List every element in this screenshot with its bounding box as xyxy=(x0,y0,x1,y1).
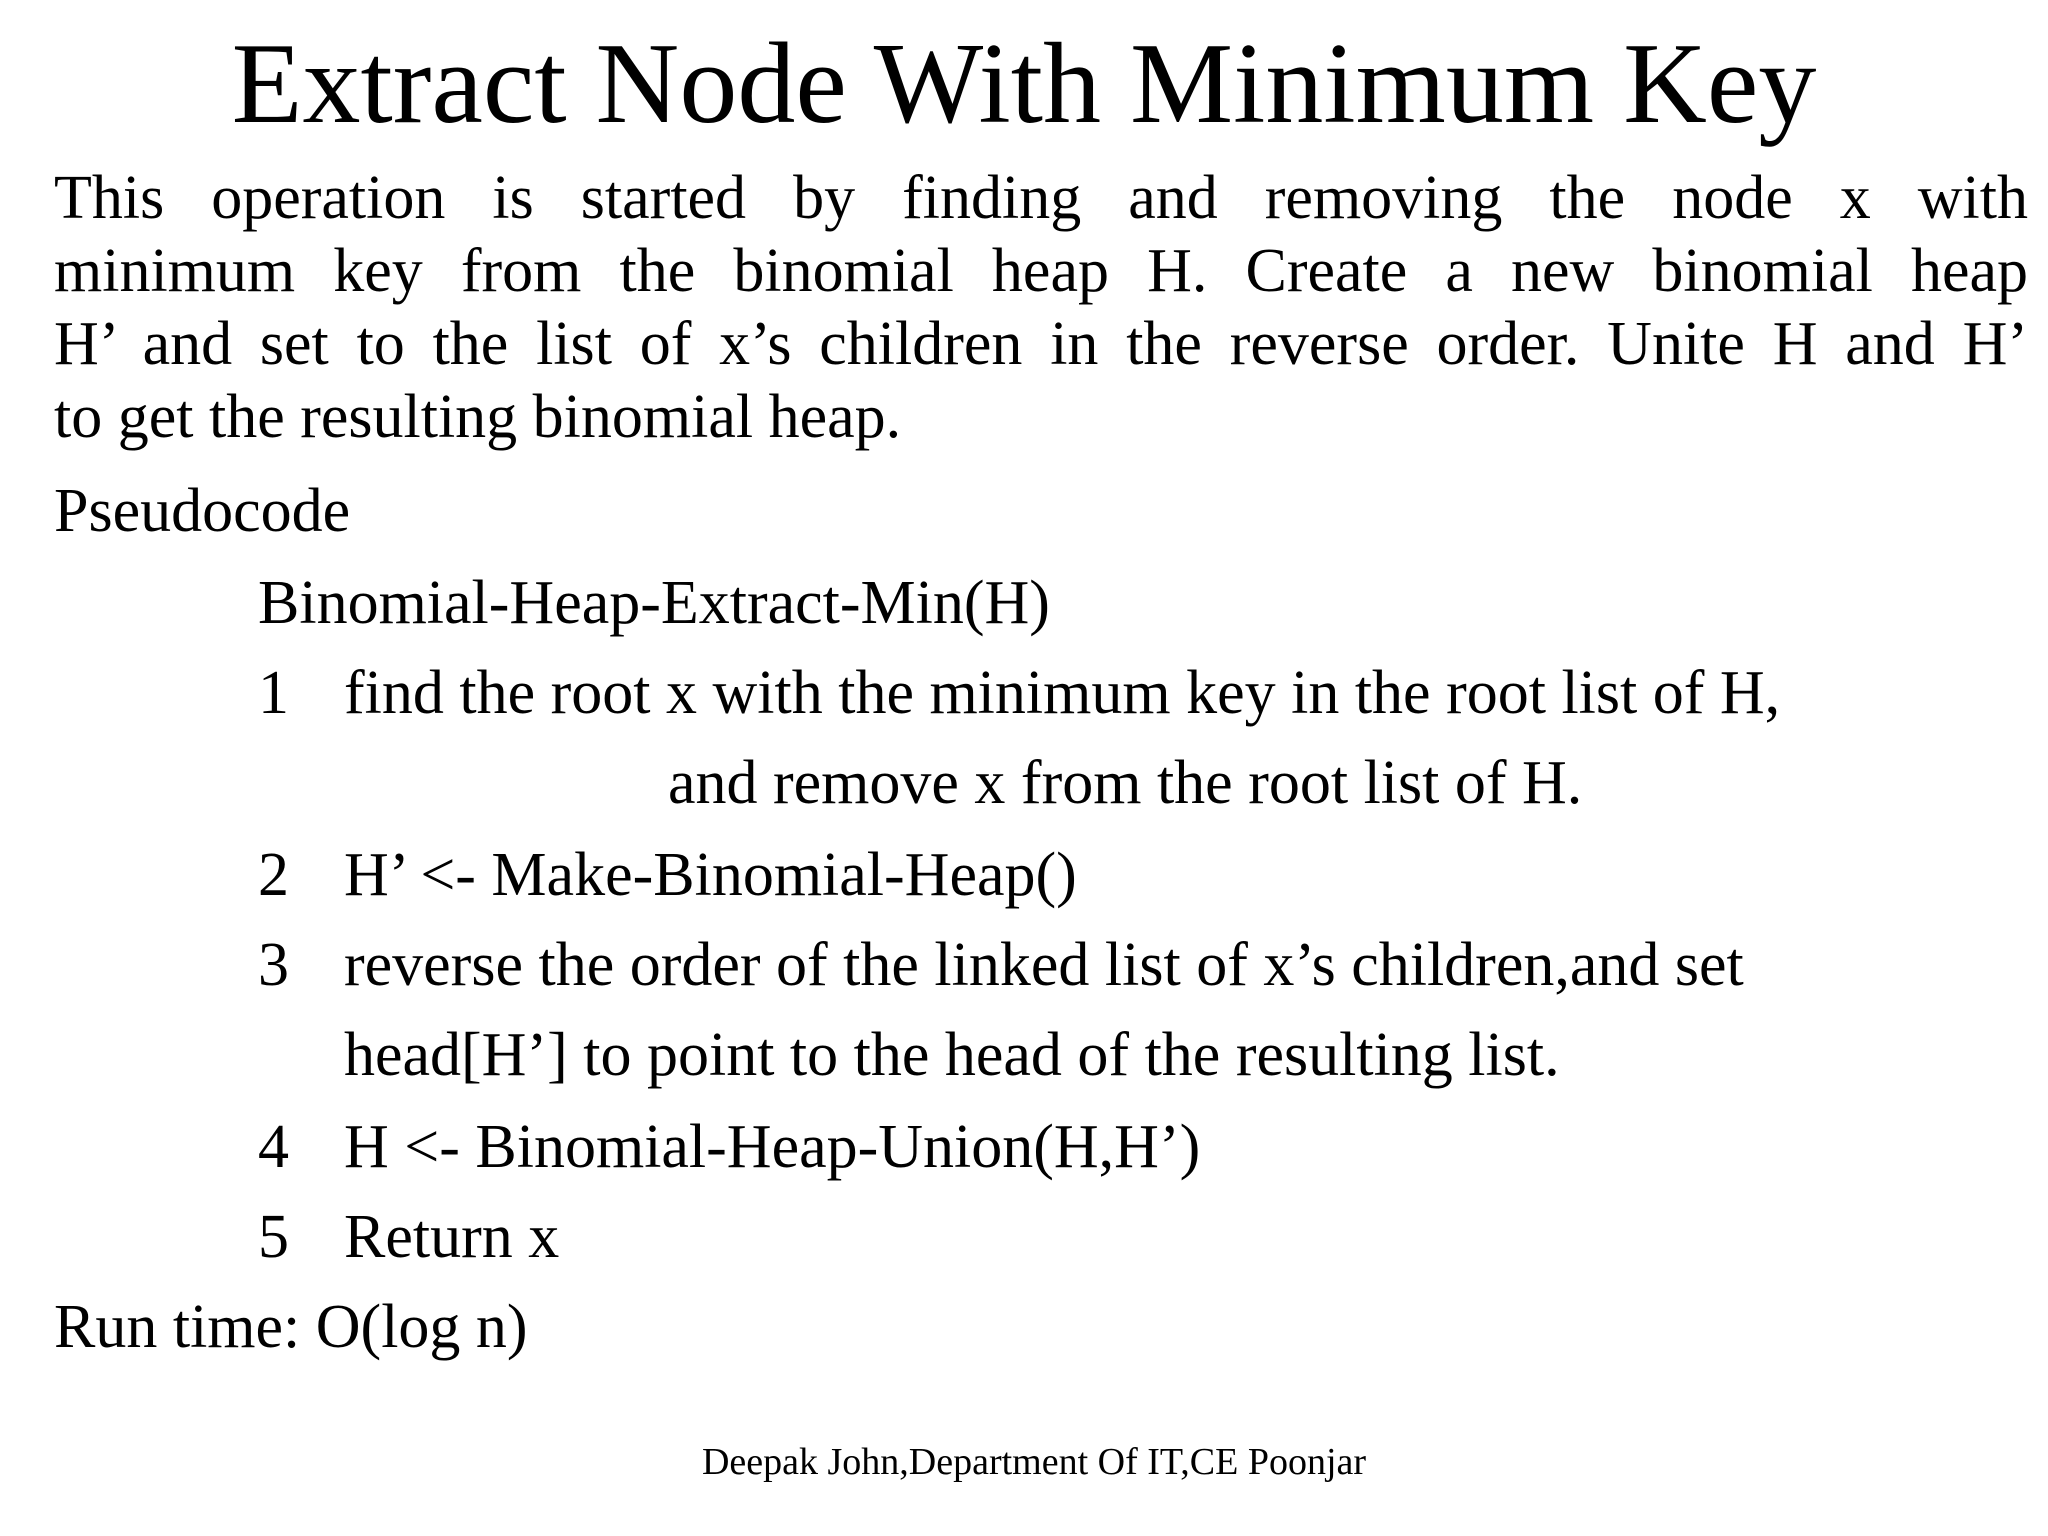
step-text: H’ <- Make-Binomial-Heap() xyxy=(344,841,1077,909)
intro-paragraph xyxy=(54,162,2028,454)
intro-line: minimum key from the binomial heap H. Create a new binomial heap xyxy=(54,237,2028,305)
pseudocode-label: Pseudocode xyxy=(54,477,351,545)
slide-title: Extract Node With Minimum Key xyxy=(231,20,1817,148)
step-number: 3 xyxy=(258,931,289,999)
step-text: reverse the order of the linked list of x’s children,and set xyxy=(344,931,1744,999)
step-text-continuation: and remove x from the root list of H. xyxy=(668,749,1583,817)
intro-line: This operation is started by finding and removing the node x with xyxy=(54,164,2028,232)
footer-credit: Deepak John,Department Of IT,CE Poonjar xyxy=(701,1441,1367,1483)
step-text: Return x xyxy=(344,1203,560,1271)
step-text-continuation: head[H’] to point to the head of the resulting list. xyxy=(344,1021,1560,1089)
step-text: H <- Binomial-Heap-Union(H,H’) xyxy=(344,1113,1201,1181)
step-text: find the root x with the minimum key in the root list of H, xyxy=(344,659,1781,727)
step-number: 5 xyxy=(258,1203,289,1271)
intro-line: to get the resulting binomial heap. xyxy=(54,383,902,451)
step-number: 4 xyxy=(258,1113,289,1181)
function-name: Binomial-Heap-Extract-Min(H) xyxy=(258,569,1050,637)
run-time: Run time: O(log n) xyxy=(54,1293,528,1361)
step-number: 1 xyxy=(258,659,289,727)
intro-line: H’ and set to the list of x’s children in the reverse order. Unite H and H’ xyxy=(54,310,2028,378)
step-number: 2 xyxy=(258,841,289,909)
